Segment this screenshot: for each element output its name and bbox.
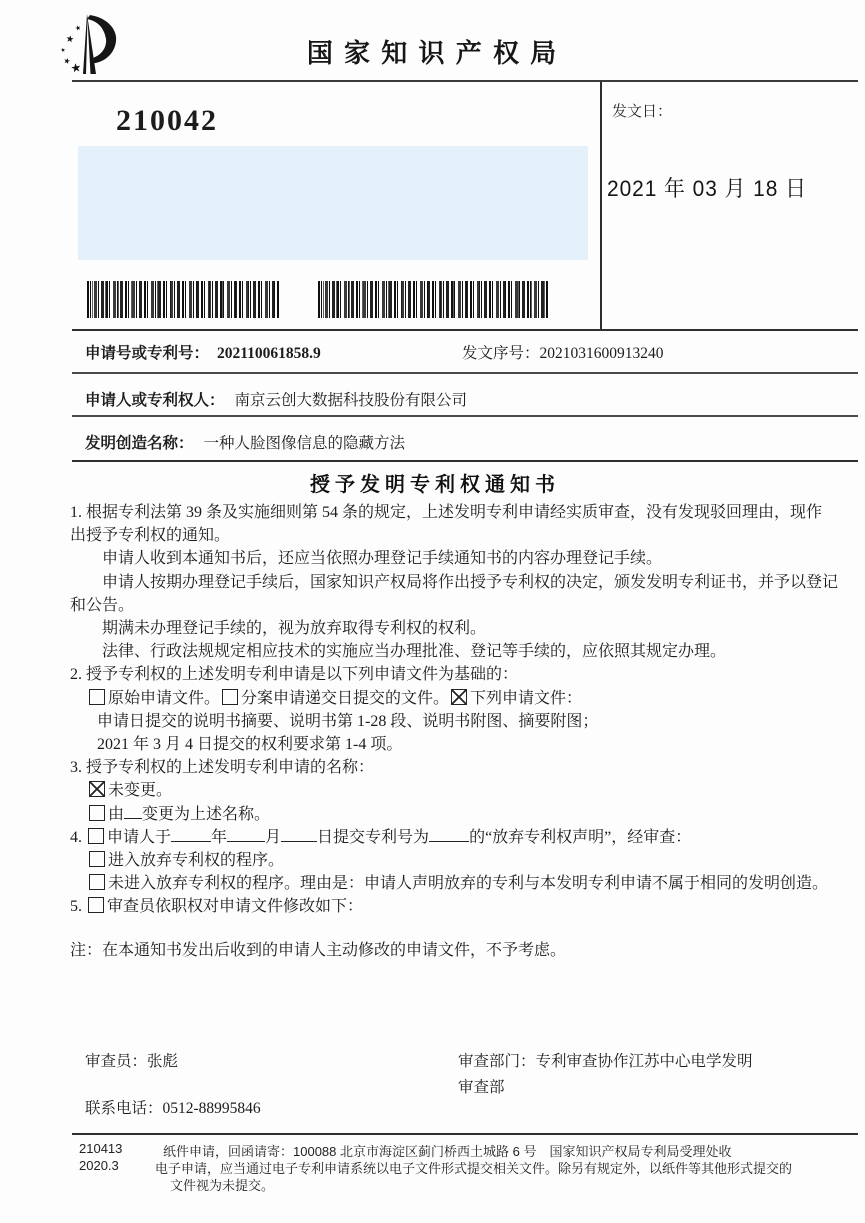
body-line — [70, 710, 852, 733]
barcode-right-icon — [318, 281, 548, 318]
checkbox-unchecked-icon — [222, 689, 238, 705]
divider — [72, 415, 858, 417]
agency-title: 国 家 知 识 产 权 局 — [306, 38, 559, 68]
body-line — [70, 594, 852, 617]
applicant-row — [85, 388, 467, 410]
checkbox-unchecked-icon — [89, 874, 105, 890]
body-text: 申请日提交的说明书摘要、说明书第 1-28 段、说明书附图、摘要附图； — [97, 712, 599, 730]
doc-code: 210042 — [116, 104, 218, 137]
body-text: 出授予专利权的通知。 — [70, 527, 231, 545]
department-label: 审查部门： — [458, 1053, 536, 1070]
footer-line1: 纸件申请，回函请寄：100088 北京市海淀区蓟门桥西土城路 6 号 国家知识产权局专利局受理处收 — [163, 1144, 732, 1159]
footer-divider — [72, 1133, 858, 1135]
body-text: 4. — [70, 828, 86, 846]
department-name-line1: 专利审查协作江苏中心电学发明 — [535, 1053, 753, 1070]
body-line — [70, 501, 852, 524]
body-line — [70, 687, 852, 710]
examiner-name: 张彪 — [147, 1053, 179, 1070]
body-text: 变更为上述名称。 — [142, 805, 271, 823]
body-line — [70, 939, 852, 962]
blank-underline — [171, 826, 211, 842]
applicant-value: 南京云创大数据科技股份有限公司 — [234, 392, 468, 409]
application-number-row — [85, 341, 321, 363]
body-text: 未变更。 — [108, 782, 173, 800]
issue-date-value: 2021 年 03 月 18 日 — [607, 176, 807, 201]
address-highlight-box — [78, 146, 588, 260]
body-text: 2. 授予专利权的上述发明专利申请是以下列申请文件为基础的： — [70, 666, 519, 684]
body-text: 的“放弃专利权声明”，经审查： — [469, 828, 692, 846]
body-text: 5. — [70, 898, 86, 916]
checkbox-checked-icon — [451, 689, 467, 705]
body-line — [70, 803, 852, 826]
body-line — [70, 826, 852, 849]
serial-number-value: 2021031600913240 — [539, 345, 664, 362]
body-line — [70, 756, 852, 779]
body-text: 申请人收到本通知书后，还应当依照办理登记手续通知书的内容办理登记手续。 — [102, 550, 663, 568]
divider — [72, 372, 858, 374]
application-number-value: 202110061858.9 — [217, 345, 321, 362]
checkbox-unchecked-icon — [89, 851, 105, 867]
body-text: 2021 年 3 月 4 日提交的权利要求第 1-4 项。 — [97, 736, 403, 754]
phone-label: 联系电话： — [85, 1100, 163, 1117]
form-number: 210413 — [79, 1141, 123, 1156]
invention-title-value: 一种人脸图像信息的隐藏方法 — [203, 435, 406, 452]
applicant-label: 申请人或专利权人： — [85, 392, 225, 409]
invention-title-row — [85, 431, 405, 453]
department-row — [458, 1049, 753, 1071]
body-text: 申请人于 — [107, 828, 172, 846]
phone-number: 0512-88995846 — [162, 1100, 261, 1117]
department-name-line2: 审查部 — [458, 1079, 505, 1096]
invention-title-label: 发明创造名称： — [85, 435, 194, 452]
footer-line3: 文件视为未提交。 — [170, 1178, 275, 1193]
header-divider — [72, 80, 858, 82]
body-text: 原始申请文件。 — [108, 689, 221, 707]
checkbox-unchecked-icon — [88, 897, 104, 913]
body-line — [70, 872, 852, 895]
body-text: 1. 根据专利法第 39 条及实施细则第 54 条的规定，上述发明专利申请经实质审查，没有发现驳回理由，现作 — [70, 504, 823, 521]
footer-line2: 电子申请，应当通过电子专利申请系统以电子文件形式提交相关文件。除另有规定外，以纸件等其他形式提交的 — [155, 1161, 793, 1176]
body-text: 年 — [211, 828, 228, 846]
notice-title: 授 予 发 明 专 利 权 通 知 书 — [310, 474, 555, 496]
body-line — [70, 547, 852, 570]
serial-number-row — [462, 341, 664, 363]
body-text: 月 — [265, 828, 282, 846]
body-line — [70, 617, 852, 640]
checkbox-unchecked-icon — [89, 805, 105, 821]
checkbox-unchecked-icon — [89, 689, 105, 705]
body-line — [70, 779, 852, 802]
serial-number-label: 发文序号： — [462, 345, 540, 362]
notice-body — [70, 501, 852, 962]
body-text: 和公告。 — [70, 596, 135, 614]
blank-underline — [227, 826, 265, 842]
body-text: 分案申请递交日提交的文件。 — [241, 689, 450, 707]
checkbox-unchecked-icon — [88, 828, 104, 844]
phone-row — [85, 1096, 261, 1118]
divider — [72, 460, 858, 462]
body-text: 审查员依职权对申请文件修改如下： — [107, 898, 364, 916]
body-line — [70, 733, 852, 756]
issue-box-divider — [600, 81, 602, 330]
application-number-label: 申请号或专利号： — [85, 345, 210, 362]
body-line — [70, 640, 852, 663]
body-text: 下列申请文件： — [470, 689, 583, 707]
body-text: 注：在本通知书发出后收到的申请人主动修改的申请文件，不予考虑。 — [70, 941, 567, 959]
body-line — [70, 524, 852, 547]
body-line — [70, 895, 852, 918]
body-text: 由 — [108, 805, 125, 823]
body-line — [70, 663, 852, 686]
blank-underline — [429, 826, 469, 842]
body-text: 进入放弃专利权的程序。 — [108, 852, 285, 870]
body-text: 3. 授予专利权的上述发明专利申请的名称： — [70, 759, 375, 777]
body-text: 未进入放弃专利权的程序。理由是：申请人声明放弃的专利与本发明专利申请不属于相同的发明创造。 — [108, 875, 829, 893]
barcode-left-icon — [87, 281, 279, 318]
body-line — [70, 849, 852, 872]
issue-date-label: 发文日： — [612, 104, 673, 120]
body-line — [70, 571, 852, 594]
blank-underline — [281, 826, 317, 842]
examiner-label: 审查员： — [85, 1053, 148, 1070]
checkbox-checked-icon — [89, 781, 105, 797]
examiner-row — [85, 1049, 178, 1071]
body-text: 期满未办理登记手续的，视为放弃取得专利权的权利。 — [102, 620, 487, 638]
body-text: 申请人按期办理登记手续后，国家知识产权局将作出授予专利权的决定，颁发发明专利证书，并予以登记 — [102, 573, 839, 591]
form-version: 2020.3 — [79, 1158, 119, 1173]
blank-underline — [124, 803, 142, 819]
body-text: 日提交专利号为 — [317, 828, 430, 846]
body-text: 法律、行政法规规定相应技术的实施应当办理批准、登记等手续的，应依照其规定办理。 — [102, 643, 727, 661]
divider — [72, 329, 858, 331]
